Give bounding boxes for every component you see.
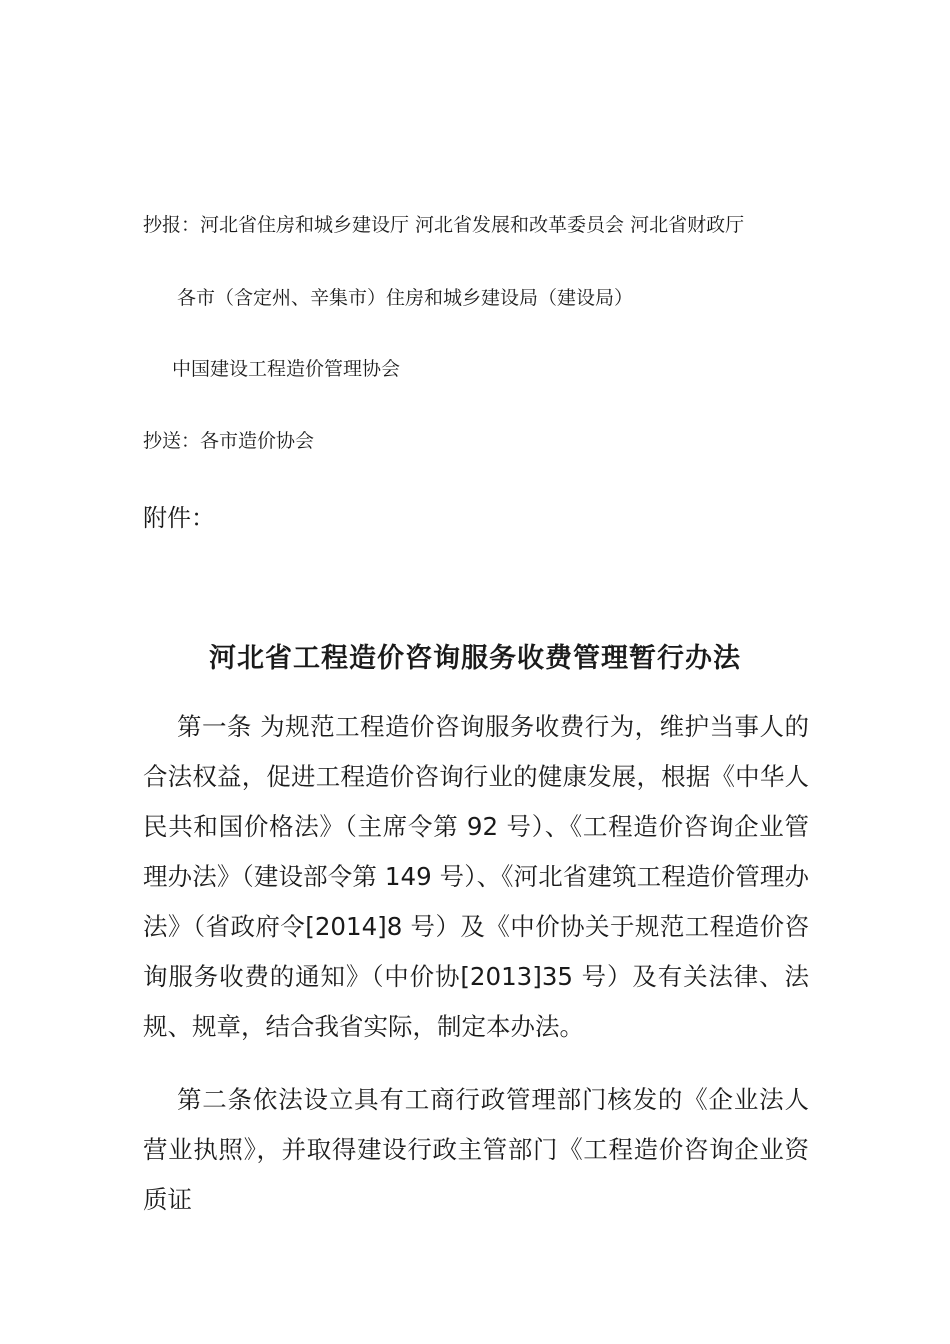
cc-report-line-3: 中国建设工程造价管理协会 [172,358,401,380]
article-2-paragraph: 第二条依法设立具有工商行政管理部门核发的《企业法人营业执照》，并取得建设行政主管部门《工程造价咨询企业资质证 [143,1085,809,1214]
cc-send-line: 抄送：各市造价协会 [143,430,315,452]
cc-report-line-2: 各市（含定州、辛集市）住房和城乡建设局（建设局） [177,287,634,309]
cc-report-line-1: 抄报：河北省住房和城乡建设厅 河北省发展和改革委员会 河北省财政厅 [143,214,745,236]
article-1-paragraph: 第一条 为规范工程造价咨询服务收费行为，维护当事人的合法权益，促进工程造价咨询行业的健康发展，根据《中华人民共和国价格法》（主席令第 92 号）、《工程造价咨询企业管理办法》（建设部令第 149 号）、《河北省建筑工程造价管理办法》（省政府令[2014]8 号）及《中价协关于规范工程造价咨询服务收费的通知》（中价协[2013]35 号）及有关法律、法规、规章，结合我省实际，制定本办法。 [143,712,809,1041]
attachment-label: 附件： [143,504,215,532]
document-title: 河北省工程造价咨询服务收费管理暂行办法 [209,643,741,674]
